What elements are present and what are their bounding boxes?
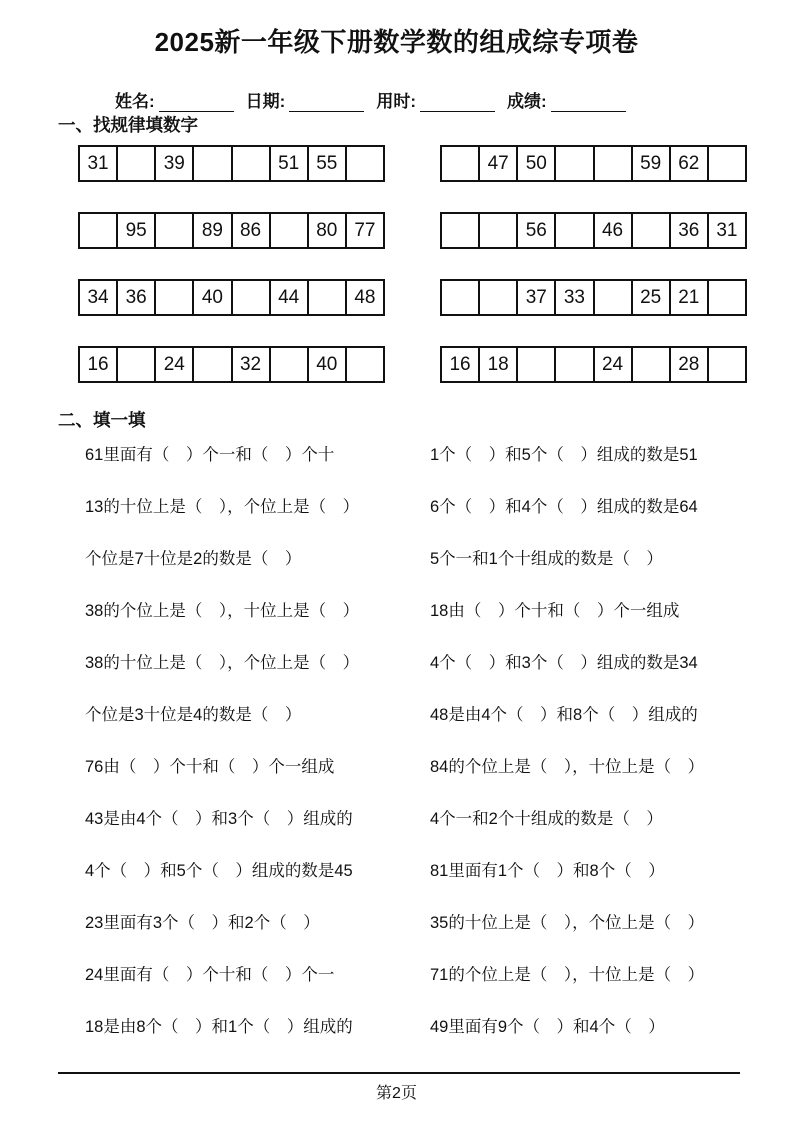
question-left-7: 76由（ ）个十和（ ）个一组成: [85, 758, 335, 776]
score-label: 成绩:: [507, 92, 547, 111]
sequence-cell-blank: [595, 147, 633, 180]
footer-divider: [58, 1072, 740, 1074]
info-field-date: [246, 87, 365, 112]
sequence-cell: 40: [194, 281, 232, 314]
sequence-cell: 16: [80, 348, 118, 381]
page-title: 2025新一年级下册数学数的组成综专项卷: [154, 27, 639, 57]
sequence-table-left-4: [78, 346, 385, 383]
sequence-tables: [78, 145, 747, 413]
sequence-cell-blank: [556, 348, 594, 381]
question-left-9: 4个（ ）和5个（ ）组成的数是45: [85, 862, 353, 880]
sequence-row-3: [78, 279, 747, 316]
questions-grid: [85, 441, 765, 1065]
question-right-1: 1个（ ）和5个（ ）组成的数是51: [430, 446, 698, 464]
sequence-row-2: [78, 212, 747, 249]
sequence-cell: 21: [671, 281, 709, 314]
question-left-2: 13的十位上是（ ），个位上是（ ）: [85, 498, 360, 516]
info-field-time: [376, 87, 495, 112]
sequence-cell-blank: [80, 214, 118, 247]
sequence-cell-blank: [709, 147, 745, 180]
section2-heading: 二、填一填: [58, 410, 146, 430]
sequence-cell: 28: [671, 348, 709, 381]
sequence-row-1: [78, 145, 747, 182]
sequence-cell: 24: [595, 348, 633, 381]
sequence-cell: 36: [118, 281, 156, 314]
time-blank: [420, 94, 495, 112]
sequence-cell: 55: [309, 147, 347, 180]
question-right-9: 81里面有1个（ ）和8个（ ）: [430, 862, 665, 880]
date-label: 日期:: [245, 92, 286, 111]
name-blank: [159, 94, 234, 112]
question-left-8: 43是由4个（ ）和3个（ ）组成的: [85, 810, 353, 828]
info-field-score: [507, 87, 626, 112]
page-number: 第2页: [376, 1085, 417, 1102]
sequence-cell: 40: [309, 348, 347, 381]
sequence-cell: 39: [156, 147, 194, 180]
question-right-5: 4个（ ）和3个（ ）组成的数是34: [430, 654, 698, 672]
sequence-cell: 77: [354, 220, 376, 241]
section1-heading: 一、找规律填数字: [58, 115, 198, 135]
sequence-cell: 34: [80, 281, 118, 314]
sequence-cell-blank: [480, 281, 518, 314]
question-right-2: 6个（ ）和4个（ ）组成的数是64: [430, 498, 698, 516]
sequence-cell: 95: [118, 214, 156, 247]
sequence-cell-blank: [271, 214, 309, 247]
sequence-table-right-1: [440, 145, 747, 182]
sequence-cell: 44: [271, 281, 309, 314]
sequence-cell: 24: [156, 348, 194, 381]
sequence-cell: 86: [233, 214, 271, 247]
sequence-cell-blank: [233, 281, 271, 314]
sequence-cell: 48: [354, 287, 376, 308]
sequence-cell-blank: [309, 281, 347, 314]
question-right-4: 18由（ ）个十和（ ）个一组成: [430, 602, 680, 620]
info-field-name: [115, 87, 234, 112]
sequence-cell: 16: [442, 348, 480, 381]
sequence-cell: 80: [309, 214, 347, 247]
sequence-row-4: [78, 346, 747, 383]
sequence-cell-blank: [709, 348, 745, 381]
sequence-cell-blank: [233, 147, 271, 180]
sequence-cell: 36: [671, 214, 709, 247]
sequence-cell: 18: [480, 348, 518, 381]
sequence-cell: 46: [595, 214, 633, 247]
sequence-cell-blank: [442, 147, 480, 180]
question-right-8: 4个一和2个十组成的数是（ ）: [430, 810, 663, 828]
sequence-cell-blank: [480, 214, 518, 247]
sequence-table-right-3: [440, 279, 747, 316]
sequence-cell: 37: [518, 281, 556, 314]
sequence-cell: 25: [633, 281, 671, 314]
score-blank: [551, 94, 626, 112]
sequence-cell-blank: [118, 348, 156, 381]
sequence-cell: 51: [271, 147, 309, 180]
sequence-cell: 59: [633, 147, 671, 180]
question-left-4: 38的个位上是（ ），十位上是（ ）: [85, 602, 360, 620]
info-line: [115, 87, 626, 112]
sequence-cell: 50: [518, 147, 556, 180]
sequence-cell: 56: [518, 214, 556, 247]
question-left-11: 24里面有（ ）个十和（ ）个一: [85, 966, 335, 984]
sequence-cell-blank: [156, 214, 194, 247]
sequence-cell: 89: [194, 214, 232, 247]
question-left-10: 23里面有3个（ ）和2个（ ）: [85, 914, 320, 932]
question-left-6: 个位是3十位是4的数是（ ）: [85, 706, 302, 724]
sequence-table-left-3: [78, 279, 385, 316]
sequence-cell-blank: [271, 348, 309, 381]
sequence-cell: 31: [716, 220, 738, 241]
sequence-cell-blank: [556, 214, 594, 247]
sequence-cell-blank: [556, 147, 594, 180]
sequence-table-left-1: [78, 145, 385, 182]
sequence-cell: 47: [480, 147, 518, 180]
sequence-cell-blank: [709, 281, 745, 314]
question-right-10: 35的十位上是（ ），个位上是（ ）: [430, 914, 705, 932]
date-blank: [289, 94, 364, 112]
sequence-cell-blank: [633, 348, 671, 381]
sequence-cell-blank: [518, 348, 556, 381]
sequence-table-right-2: [440, 212, 747, 249]
sequence-cell-blank: [194, 348, 232, 381]
question-left-3: 个位是7十位是2的数是（ ）: [85, 550, 302, 568]
question-right-3: 5个一和1个十组成的数是（ ）: [430, 550, 663, 568]
sequence-cell-blank: [347, 348, 383, 381]
sequence-cell-blank: [442, 214, 480, 247]
question-left-12: 18是由8个（ ）和1个（ ）组成的: [85, 1018, 353, 1036]
sequence-cell: 62: [671, 147, 709, 180]
sequence-cell-blank: [595, 281, 633, 314]
sequence-cell-blank: [347, 147, 383, 180]
sequence-cell: 32: [233, 348, 271, 381]
sequence-cell-blank: [194, 147, 232, 180]
sequence-cell: 33: [556, 281, 594, 314]
question-left-1: 61里面有（ ）个一和（ ）个十: [85, 446, 335, 464]
sequence-table-right-4: [440, 346, 747, 383]
sequence-cell: 31: [80, 147, 118, 180]
question-right-7: 84的个位上是（ ），十位上是（ ）: [430, 758, 705, 776]
question-right-6: 48是由4个（ ）和8个（ ）组成的: [430, 706, 698, 724]
sequence-table-left-2: [78, 212, 385, 249]
question-right-12: 49里面有9个（ ）和4个（ ）: [430, 1018, 665, 1036]
name-label: 姓名:: [115, 92, 155, 111]
sequence-cell-blank: [118, 147, 156, 180]
question-right-11: 71的个位上是（ ），十位上是（ ）: [430, 966, 705, 984]
question-left-5: 38的十位上是（ ），个位上是（ ）: [85, 654, 360, 672]
sequence-cell-blank: [442, 281, 480, 314]
sequence-cell-blank: [633, 214, 671, 247]
time-label: 用时:: [376, 92, 417, 111]
sequence-cell-blank: [156, 281, 194, 314]
